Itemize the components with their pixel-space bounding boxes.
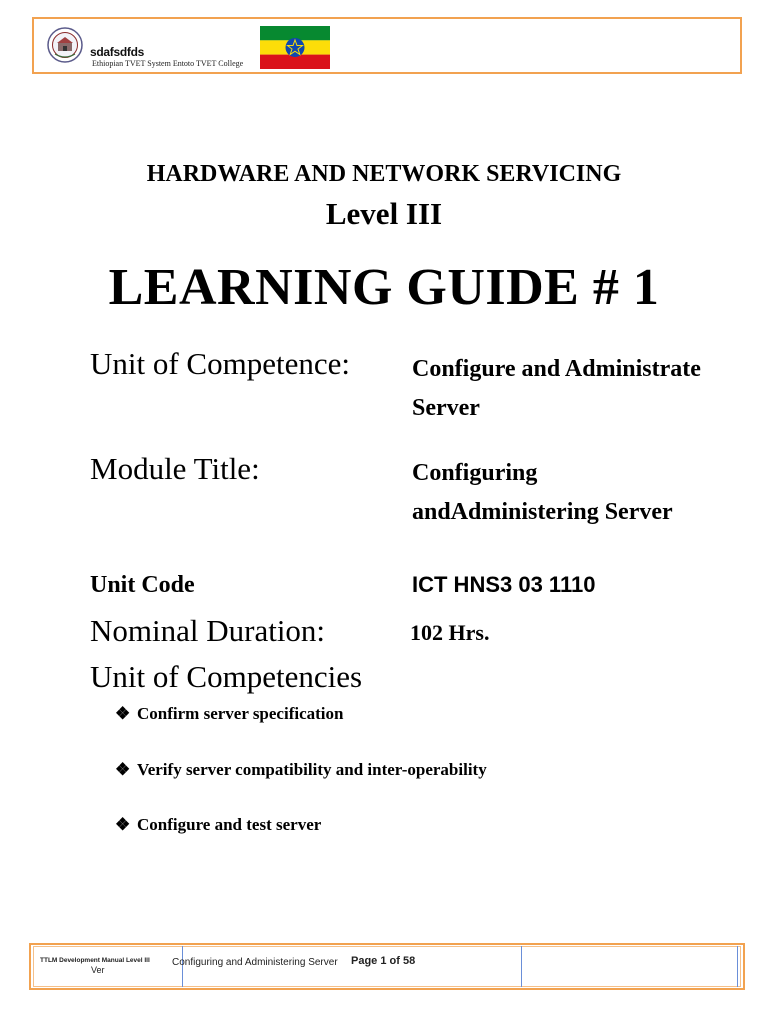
nominal-duration-value: 102 Hrs. [410, 620, 490, 645]
footer-title: Configuring and Administering Server [172, 957, 338, 968]
diamond-bullet-icon: ❖ [115, 760, 131, 779]
unit-code-value: ICT HNS3 03 1110 [412, 572, 596, 597]
footer-divider [737, 946, 738, 987]
module-title-value: Configuring andAdministering Server [412, 460, 673, 525]
competency-text: Configure and test server [137, 815, 322, 834]
header-name: sdafsdfds [90, 45, 144, 59]
module-title-label: Module Title: [90, 451, 260, 486]
ethiopian-flag-icon [260, 26, 330, 69]
nominal-duration-label: Nominal Duration: [90, 613, 326, 648]
competency-text: Confirm server specification [137, 704, 344, 723]
college-seal-icon [47, 27, 83, 63]
unit-code-label: Unit Code [90, 572, 195, 598]
diamond-bullet-icon: ❖ [115, 815, 131, 834]
footer-manual-text: TTLM Development Manual Level III [40, 957, 150, 964]
footer-divider [521, 946, 522, 987]
level-title: Level III [325, 196, 443, 231]
learning-guide-title: LEARNING GUIDE # 1 [108, 259, 660, 316]
unit-of-competencies-label: Unit of Competencies [90, 659, 363, 694]
competency-list-item [115, 704, 343, 724]
competency-text: Verify server compatibility and inter-operability [137, 760, 487, 779]
competency-list-item [115, 815, 321, 835]
unit-of-competence-label: Unit of Competence: [90, 346, 350, 381]
competency-list-item [115, 760, 487, 780]
footer-page-number: Page 1 of 58 [351, 955, 416, 967]
unit-of-competence-value: Configure and Administrate Server [412, 356, 701, 421]
diamond-bullet-icon: ❖ [115, 704, 131, 723]
header-subtitle: Ethiopian TVET System Entoto TVET College [92, 59, 244, 68]
footer-version: Ver [91, 965, 105, 975]
sector-title: HARDWARE AND NETWORK SERVICING [146, 161, 622, 187]
